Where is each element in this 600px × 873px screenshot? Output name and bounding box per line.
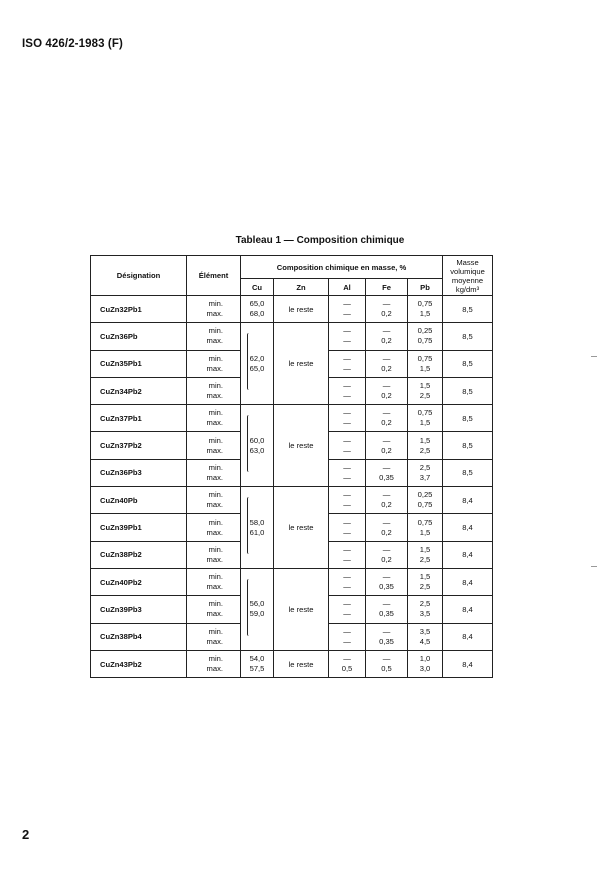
header-fe: Fe [366,279,408,296]
al-max: — [343,500,351,510]
cu-max: 57,5 [249,664,265,673]
al-cell [329,377,366,404]
al-min: — [343,544,351,554]
zn-cell: le reste [274,296,329,323]
fe-max: 0,2 [381,500,392,510]
pb-max: 2,5 [419,582,431,592]
element-cell [187,623,241,650]
fe-cell [366,350,408,377]
cu-max: 61,0 [249,527,265,537]
element-max: max. [206,636,223,646]
element-min: min. [208,654,223,663]
fe-min: — [382,462,391,472]
brace-mark [247,333,251,390]
cu-cell [241,296,274,323]
element-cell [187,432,241,459]
element-max: max. [206,445,223,455]
al-max: — [343,582,351,592]
al-max: — [343,391,351,401]
pb-min: 3,5 [419,626,431,636]
al-cell [329,350,366,377]
fe-min: — [382,517,391,527]
fe-cell [366,596,408,623]
header-zn: Zn [274,279,329,296]
element-cell [187,650,241,677]
masse-cell: 8,4 [443,514,493,541]
element-min: min. [208,353,223,363]
fe-max: 0,5 [381,664,392,673]
pb-cell [408,323,443,350]
header-masse-unit: kg/dm³ [455,284,480,294]
fe-min: — [382,299,391,309]
element-cell [187,568,241,595]
al-cell [329,323,366,350]
fe-cell [366,568,408,595]
cu-max: 68,0 [249,309,265,319]
fe-cell [366,405,408,432]
masse-cell: 8,5 [443,432,493,459]
fe-min: — [382,435,391,445]
pb-min: 0,25 [417,490,433,500]
pb-min: 1,5 [419,435,431,445]
al-cell [329,596,366,623]
cu-cell [241,323,274,405]
table-row [91,487,493,514]
element-cell [187,487,241,514]
pb-cell [408,596,443,623]
masse-cell: 8,4 [443,650,493,677]
fe-cell [366,514,408,541]
pb-max: 2,5 [419,391,431,401]
table-header-row [91,256,493,279]
fe-min: — [382,626,391,636]
al-max: 0,5 [341,664,353,673]
al-cell [329,568,366,595]
al-max: — [343,418,351,428]
element-max: max. [206,418,223,428]
pb-min: 0,75 [417,299,433,309]
fe-max: 0,35 [379,636,394,646]
element-max: max. [206,609,223,619]
element-min: min. [208,626,223,636]
document-header: ISO 426/2-1983 (F) [22,38,123,50]
masse-cell: 8,4 [443,596,493,623]
element-max: max. [206,500,223,510]
element-cell [187,459,241,486]
fe-max: 0,2 [381,391,392,401]
header-composition: Composition chimique en masse, % [241,256,443,279]
pb-max: 1,5 [419,527,431,537]
element-cell [187,296,241,323]
margin-mark [591,566,597,567]
element-max: max. [206,554,223,564]
pb-max: 2,5 [419,554,431,564]
designation-cell: CuZn37Pb2 [91,432,187,459]
al-max: — [343,309,351,319]
element-max: max. [206,582,223,592]
designation-cell: CuZn32Pb1 [91,296,187,323]
table-title [0,235,600,246]
al-min: — [343,599,351,609]
element-min: min. [208,544,223,554]
element-max: max. [206,527,223,537]
element-cell [187,596,241,623]
al-min: — [343,408,351,418]
element-max: max. [206,664,223,673]
table-row [91,568,493,595]
al-cell [329,650,366,677]
designation-cell: CuZn36Pb3 [91,459,187,486]
element-min: min. [208,408,223,418]
designation-cell: CuZn39Pb3 [91,596,187,623]
header-pb: Pb [408,279,443,296]
header-masse-line1: Masse [456,257,479,267]
fe-min: — [382,326,391,336]
fe-max: 0,2 [381,363,392,373]
cu-min: 58,0 [249,517,265,527]
designation-cell: CuZn36Pb [91,323,187,350]
pb-cell [408,377,443,404]
fe-min: — [382,490,391,500]
element-min: min. [208,599,223,609]
fe-max: 0,2 [381,418,392,428]
element-max: max. [206,363,223,373]
pb-max: 0,75 [417,500,433,510]
element-cell [187,405,241,432]
header-masse [443,256,493,296]
pb-min: 2,5 [419,599,431,609]
masse-cell: 8,5 [443,323,493,350]
designation-cell: CuZn40Pb2 [91,568,187,595]
header-cu: Cu [241,279,274,296]
fe-max: 0,35 [379,582,394,592]
fe-min: — [382,599,391,609]
al-max: — [343,636,351,646]
designation-cell: CuZn38Pb2 [91,541,187,568]
brace-mark [247,415,251,472]
pb-max: 1,5 [419,309,431,319]
al-max: — [343,527,351,537]
table-body [91,296,493,678]
al-cell [329,487,366,514]
al-min: — [343,626,351,636]
al-cell [329,459,366,486]
fe-min: — [382,381,391,391]
fe-cell [366,541,408,568]
al-cell [329,541,366,568]
masse-cell: 8,5 [443,350,493,377]
cu-min: 60,0 [249,435,265,445]
element-min: min. [208,299,223,309]
pb-cell [408,459,443,486]
pb-min: 2,5 [419,462,431,472]
element-cell [187,541,241,568]
table-row [91,323,493,350]
margin-mark [591,356,597,357]
pb-max: 0,75 [417,336,433,346]
pb-cell [408,623,443,650]
pb-max: 3,5 [419,609,431,619]
pb-cell [408,487,443,514]
masse-cell: 8,4 [443,487,493,514]
zn-cell: le reste [274,568,329,650]
al-min: — [343,299,351,309]
al-min: — [343,654,351,663]
designation-cell: CuZn38Pb4 [91,623,187,650]
designation-cell: CuZn39Pb1 [91,514,187,541]
al-min: — [343,381,351,391]
cu-min: 65,0 [249,299,265,309]
fe-max: 0,2 [381,336,392,346]
fe-max: 0,2 [381,554,392,564]
fe-cell [366,650,408,677]
designation-cell: CuZn35Pb1 [91,350,187,377]
al-cell [329,296,366,323]
element-max: max. [206,391,223,401]
cu-cell [241,405,274,487]
element-min: min. [208,435,223,445]
al-cell [329,432,366,459]
al-max: — [343,445,351,455]
fe-cell [366,323,408,350]
designation-cell: CuZn37Pb1 [91,405,187,432]
cu-max: 63,0 [249,445,265,455]
pb-cell [408,350,443,377]
element-min: min. [208,462,223,472]
element-max: max. [206,472,223,482]
al-min: — [343,435,351,445]
fe-max: 0,2 [381,527,392,537]
pb-max: 1,5 [419,418,431,428]
header-al: Al [329,279,366,296]
cu-cell [241,487,274,569]
cu-min: 56,0 [249,599,265,609]
pb-max: 2,5 [419,445,431,455]
fe-min: — [382,654,391,663]
zn-cell: le reste [274,487,329,569]
pb-min: 1,5 [419,572,431,582]
zn-cell: le reste [274,405,329,487]
fe-min: — [382,544,391,554]
al-min: — [343,572,351,582]
cu-cell [241,568,274,650]
masse-cell: 8,5 [443,296,493,323]
page-number: 2 [22,827,30,842]
element-min: min. [208,517,223,527]
header-masse-line3: moyenne [451,275,484,285]
element-min: min. [208,572,223,582]
pb-min: 0,75 [417,353,433,363]
zn-cell: le reste [274,650,329,677]
al-max: — [343,554,351,564]
pb-cell [408,650,443,677]
cu-max: 65,0 [249,363,265,373]
pb-max: 4,5 [419,636,431,646]
element-min: min. [208,490,223,500]
element-min: min. [208,326,223,336]
al-cell [329,623,366,650]
designation-cell: CuZn40Pb [91,487,187,514]
pb-min: 1,5 [419,381,431,391]
element-cell [187,377,241,404]
fe-cell [366,377,408,404]
pb-cell [408,432,443,459]
al-min: — [343,517,351,527]
masse-cell: 8,5 [443,405,493,432]
fe-min: — [382,353,391,363]
masse-cell: 8,5 [443,459,493,486]
element-min: min. [208,381,223,391]
fe-max: 0,35 [379,472,394,482]
al-min: — [343,462,351,472]
fe-max: 0,2 [381,445,392,455]
pb-min: 0,75 [417,408,433,418]
composition-table [90,255,493,678]
pb-min: 0,75 [417,517,433,527]
element-max: max. [206,309,223,319]
cu-max: 59,0 [249,609,265,619]
pb-cell [408,296,443,323]
pb-cell [408,405,443,432]
pb-max: 1,5 [419,363,431,373]
al-max: — [343,336,351,346]
brace-mark [247,497,251,554]
al-cell [329,514,366,541]
pb-min: 1,0 [419,654,431,663]
element-cell [187,514,241,541]
pb-cell [408,514,443,541]
element-cell [187,323,241,350]
fe-min: — [382,572,391,582]
header-masse-line2: volumique [450,266,485,276]
cu-min: 62,0 [249,353,265,363]
fe-cell [366,487,408,514]
zn-cell: le reste [274,323,329,405]
table-row [91,296,493,323]
fe-cell [366,459,408,486]
al-min: — [343,490,351,500]
table-row [91,650,493,677]
element-cell [187,350,241,377]
masse-cell: 8,4 [443,568,493,595]
table-row [91,405,493,432]
al-max: — [343,609,351,619]
pb-min: 0,25 [417,326,433,336]
pb-cell [408,541,443,568]
al-max: — [343,363,351,373]
pb-min: 1,5 [419,544,431,554]
al-min: — [343,326,351,336]
pb-max: 3,0 [419,664,431,673]
header-element: Élément [187,256,241,296]
brace-mark [247,579,251,636]
element-max: max. [206,336,223,346]
header-designation: Désignation [91,256,187,296]
masse-cell: 8,5 [443,377,493,404]
masse-cell: 8,4 [443,541,493,568]
pb-cell [408,568,443,595]
fe-cell [366,623,408,650]
designation-cell: CuZn34Pb2 [91,377,187,404]
al-max: — [343,472,351,482]
fe-cell [366,296,408,323]
al-cell [329,405,366,432]
cu-cell [241,650,274,677]
cu-min: 54,0 [249,654,265,663]
fe-max: 0,2 [381,309,392,319]
al-min: — [343,353,351,363]
table-title-text: Tableau 1 — Composition chimique [235,235,405,246]
designation-cell: CuZn43Pb2 [91,650,187,677]
fe-cell [366,432,408,459]
pb-max: 3,7 [419,472,431,482]
fe-max: 0,35 [379,609,394,619]
masse-cell: 8,4 [443,623,493,650]
fe-min: — [382,408,391,418]
